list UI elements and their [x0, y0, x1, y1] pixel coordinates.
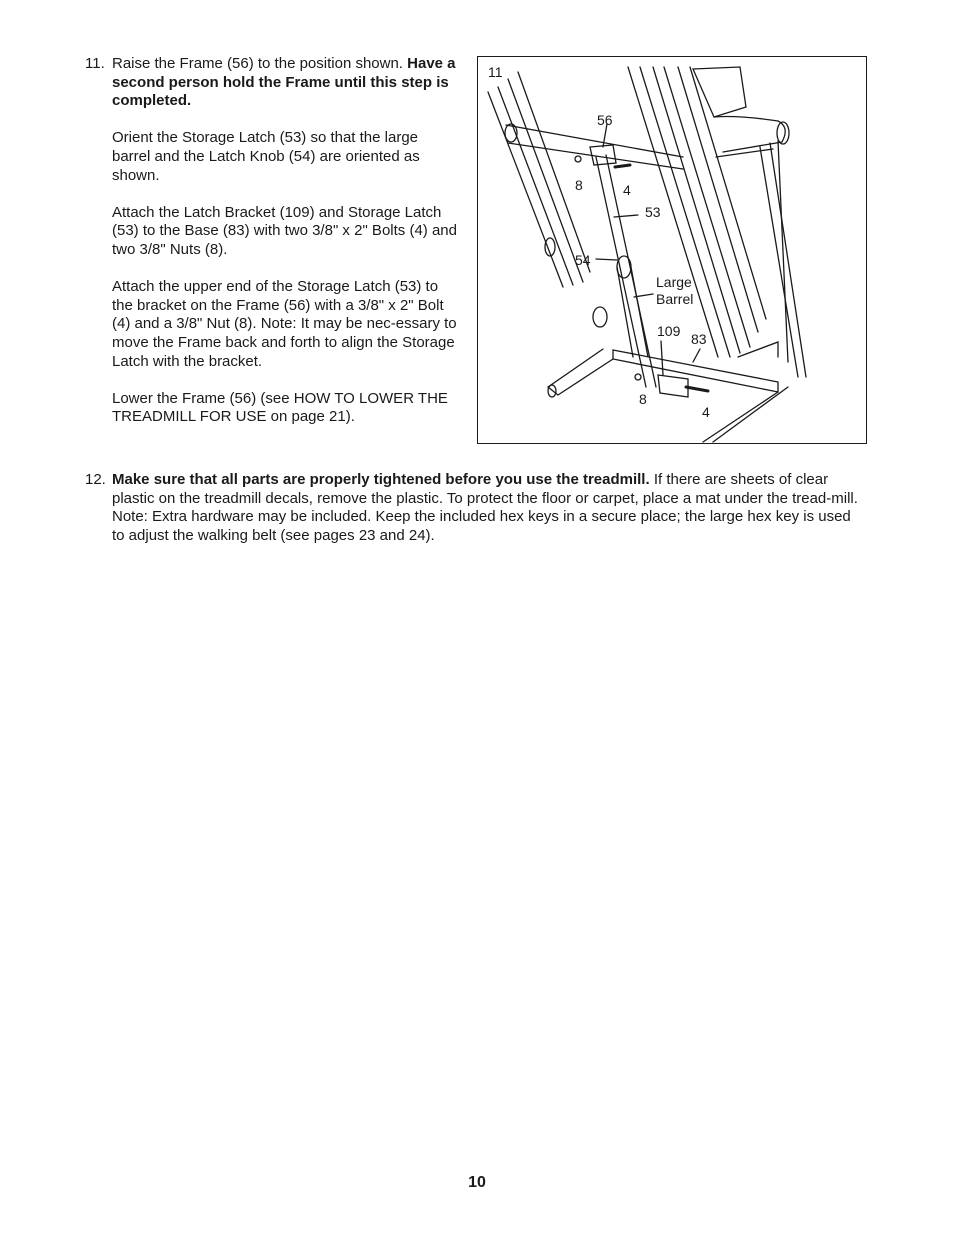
- callout-large: Large: [656, 274, 692, 290]
- assembly-figure: [477, 56, 867, 444]
- frame-crossbar: [506, 125, 683, 157]
- step-number-12: 12.: [85, 471, 106, 488]
- leader-54: [596, 259, 617, 260]
- right-rail: [770, 143, 806, 377]
- motor-hood-edge: [716, 149, 773, 157]
- leader-53: [614, 215, 638, 217]
- base-left-foot: [548, 349, 613, 395]
- leader-109: [661, 341, 663, 375]
- step-11-paragraph-5: Lower the Frame (56) (see HOW TO LOWER THE TREADMILL FOR USE on page 21).: [112, 389, 448, 426]
- page-number: 10: [468, 1174, 486, 1191]
- nut-top-shape: [575, 156, 581, 162]
- callout-53: 53: [645, 204, 661, 220]
- leader-83: [693, 349, 700, 362]
- callout-83: 83: [691, 331, 707, 347]
- step-11-paragraph-4: Attach the upper end of the Storage Latch (53) to the bracket on the Frame (56) with a 3/8" x 2" Bolt (4) and a 3/8" Nut (8). Note: It may be nec-essary to move the Frame back and forth to align the Storage Latch with the bracket.: [112, 278, 457, 370]
- bolt-top-shape: [615, 165, 630, 167]
- latch-bracket-shape: [658, 375, 688, 397]
- step-11-paragraph-1: [112, 55, 457, 111]
- callout-8-top: 8: [575, 177, 583, 193]
- figure-step-label: 11: [488, 64, 503, 80]
- right-rail: [760, 147, 798, 377]
- deck-rail: [690, 67, 766, 319]
- treadmill-latch-illustration: [478, 57, 867, 444]
- bolt-bottom-shape: [686, 387, 708, 391]
- callout-8-bottom: 8: [639, 391, 647, 407]
- motor-hood: [714, 117, 785, 153]
- storage-latch-line: [596, 157, 646, 387]
- left-roller: [593, 307, 607, 327]
- step-11-paragraph-2: Orient the Storage Latch (53) so that the large barrel and the Latch Knob (54) are oriented as shown.: [112, 129, 420, 184]
- left-upright-line: [498, 87, 573, 285]
- motor-hood: [693, 67, 746, 117]
- callout-56: 56: [597, 112, 613, 128]
- step-11-warning: Have a second person hold the Frame until this step is completed.: [112, 55, 456, 110]
- base-rear: [738, 342, 778, 357]
- callout-54: 54: [575, 252, 591, 268]
- callout-4-bottom: 4: [702, 404, 710, 420]
- callout-barrel: Barrel: [656, 291, 694, 307]
- callout-109: 109: [657, 323, 681, 339]
- step-11-instructions: [112, 55, 457, 427]
- deck-rail: [653, 67, 740, 353]
- step-11-intro: Raise the Frame (56) to the position shown.: [112, 55, 403, 72]
- base-right-foot: [703, 387, 788, 442]
- nut-bottom-shape: [635, 374, 641, 380]
- callout-4-top: 4: [623, 182, 631, 198]
- step-number-11: 11.: [85, 55, 105, 72]
- step-11-paragraph-3: Attach the Latch Bracket (109) and Storage Latch (53) to the Base (83) with two 3/8" x 2" Bolts (4) and two 3/8" Nuts (8).: [112, 203, 457, 258]
- left-upright-line: [488, 92, 563, 287]
- upper-bracket: [590, 145, 616, 165]
- deck-rail: [628, 67, 718, 357]
- latch-knob-shape: [617, 256, 631, 278]
- step-12-warning: Make sure that all parts are properly tightened before you use the treadmill.: [112, 471, 650, 488]
- step-12-instructions: [112, 471, 862, 545]
- step-12-body: If there are sheets of clear plastic on the treadmill decals, remove the plastic. To protect the floor or carpet, place a mat under the tread-mill. Note: Extra hardware may be included. Keep the included hex keys in a secure place; the large hex key is used to adjust the walking belt (see pages 23 and 24).: [112, 471, 858, 544]
